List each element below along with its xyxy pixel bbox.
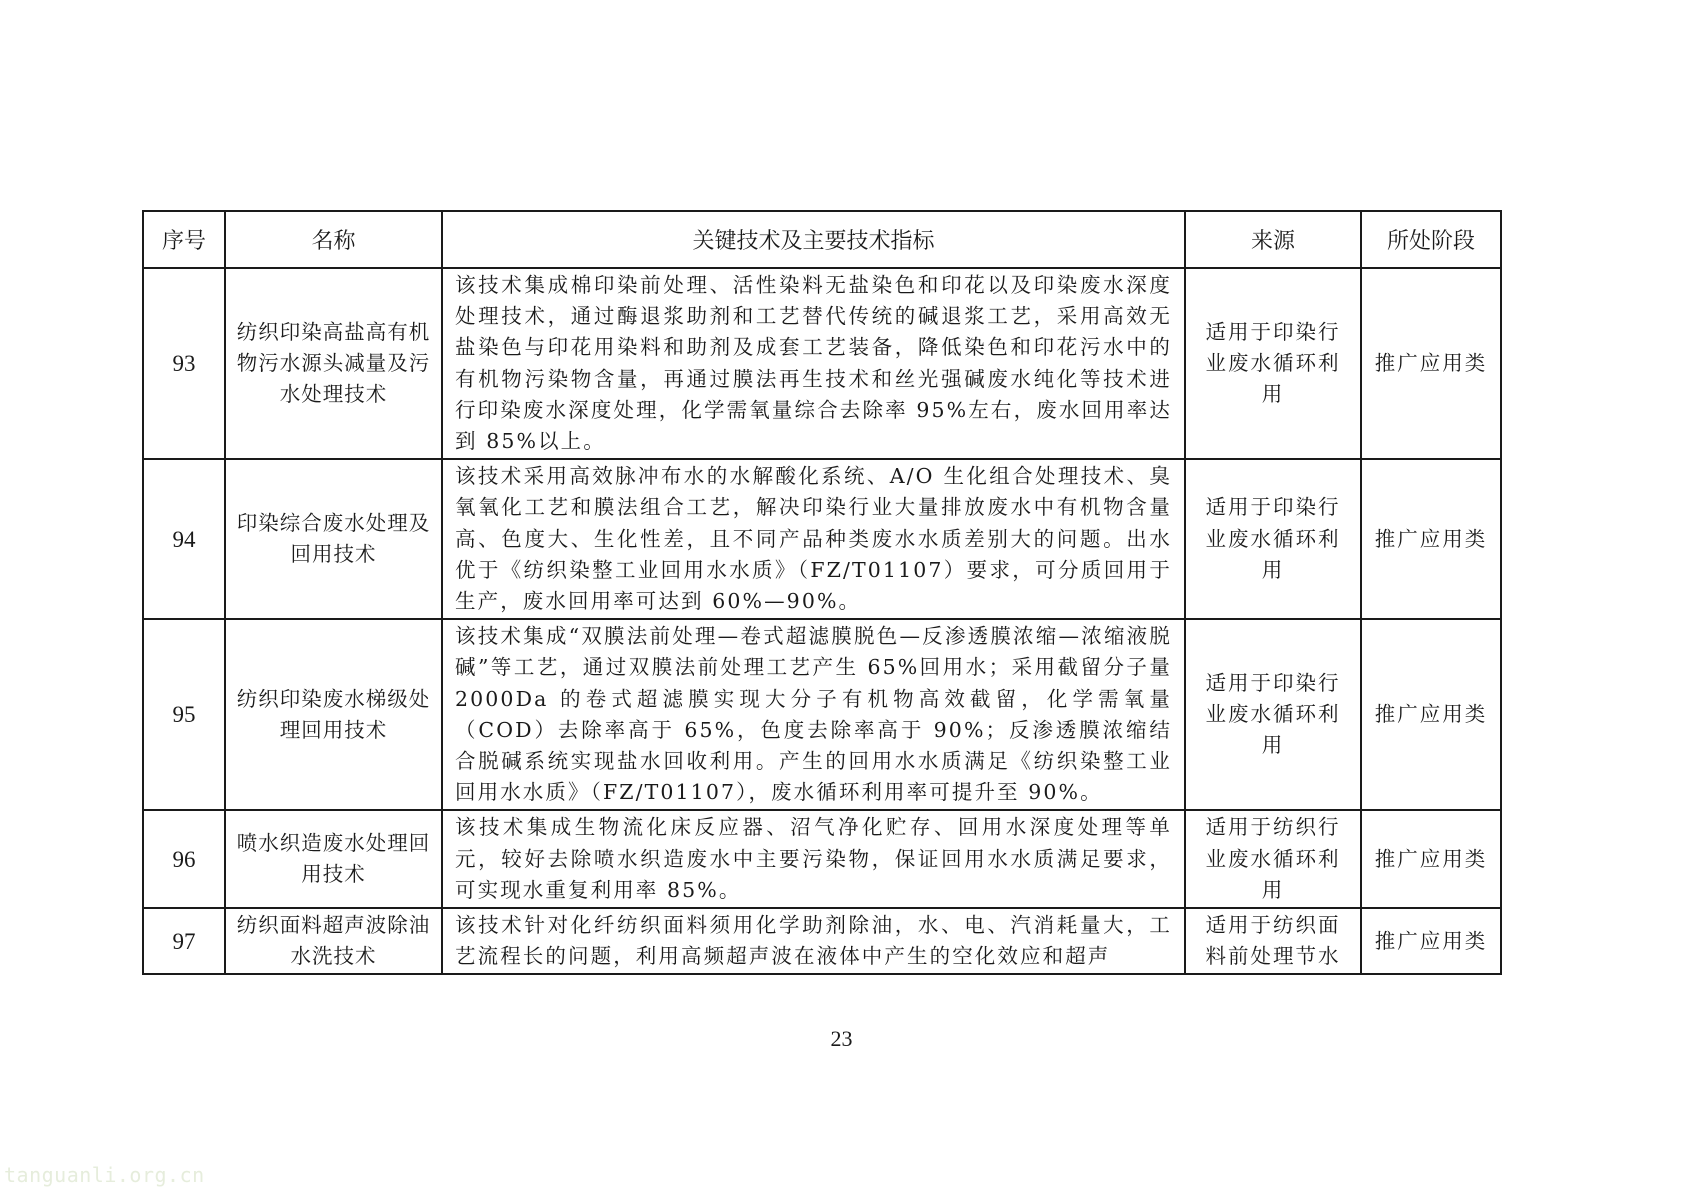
table-row [143,459,1501,619]
table-header-row [143,211,1501,268]
technology-table [142,210,1502,975]
row-name: 纺织面料超声波除油水洗技术 [225,908,442,974]
row-source: 适用于印染行业废水循环利用 [1185,459,1361,619]
row-description: 该技术集成棉印染前处理、活性染料无盐染色和印花以及印染废水深度处理技术，通过酶退浆助剂和工艺替代传统的碱退浆工艺，采用高效无盐染色与印花用染料和助剂及成套工艺装备，降低染色和印花污水中的有机物污染物含量，再通过膜法再生技术和丝光强碱废水纯化等技术进行印染废水深度处理，化学需氧量综合去除率 95%左右，废水回用率达到 85%以上。 [442,268,1185,459]
row-stage: 推广应用类 [1361,908,1501,974]
header-source: 来源 [1185,211,1361,268]
header-serial-number: 序号 [143,211,225,268]
row-description: 该技术针对化纤纺织面料须用化学助剂除油，水、电、汽消耗量大，工艺流程长的问题，利用高频超声波在液体中产生的空化效应和超声 [442,908,1185,974]
row-name: 喷水织造废水处理回用技术 [225,810,442,908]
header-key-technology: 关键技术及主要技术指标 [442,211,1185,268]
row-name: 印染综合废水处理及回用技术 [225,459,442,619]
table-row [143,810,1501,908]
row-source: 适用于印染行业废水循环利用 [1185,268,1361,459]
table-row [143,908,1501,974]
row-stage: 推广应用类 [1361,459,1501,619]
row-source: 适用于纺织行业废水循环利用 [1185,810,1361,908]
row-serial-number: 94 [143,459,225,619]
row-stage: 推广应用类 [1361,619,1501,810]
watermark: tanguanli.org.cn [4,1163,205,1187]
row-source: 适用于印染行业废水循环利用 [1185,619,1361,810]
header-name: 名称 [225,211,442,268]
row-description: 该技术集成生物流化床反应器、沼气净化贮存、回用水深度处理等单元，较好去除喷水织造废水中主要污染物，保证回用水水质满足要求，可实现水重复利用率 85%。 [442,810,1185,908]
row-name: 纺织印染废水梯级处理回用技术 [225,619,442,810]
row-description: 该技术集成“双膜法前处理—卷式超滤膜脱色—反渗透膜浓缩—浓缩液脱碱”等工艺，通过双膜法前处理工艺产生 65%回用水；采用截留分子量 2000Da 的卷式超滤膜实现大分子有机物高效截留，化学需氧量（COD）去除率高于 65%，色度去除率高于 90%；反渗透膜浓缩结合脱碱系统实现盐水回收利用。产生的回用水水质满足《纺织染整工业回用水水质》（FZ/T01107），废水循环利用率可提升至 90%。 [442,619,1185,810]
header-stage: 所处阶段 [1361,211,1501,268]
row-description: 该技术采用高效脉冲布水的水解酸化系统、A/O 生化组合处理技术、臭氧氧化工艺和膜法组合工艺，解决印染行业大量排放废水中有机物含量高、色度大、生化性差，且不同产品种类废水水质差别大的问题。出水优于《纺织染整工业回用水水质》（FZ/T01107）要求，可分质回用于生产，废水回用率可达到 60%—90%。 [442,459,1185,619]
row-serial-number: 97 [143,908,225,974]
page-number: 23 [830,1026,853,1051]
table-row [143,619,1501,810]
row-serial-number: 96 [143,810,225,908]
table-row [143,268,1501,459]
row-name: 纺织印染高盐高有机物污水源头减量及污水处理技术 [225,268,442,459]
row-serial-number: 95 [143,619,225,810]
row-stage: 推广应用类 [1361,810,1501,908]
row-source: 适用于纺织面料前处理节水 [1185,908,1361,974]
row-serial-number: 93 [143,268,225,459]
row-stage: 推广应用类 [1361,268,1501,459]
